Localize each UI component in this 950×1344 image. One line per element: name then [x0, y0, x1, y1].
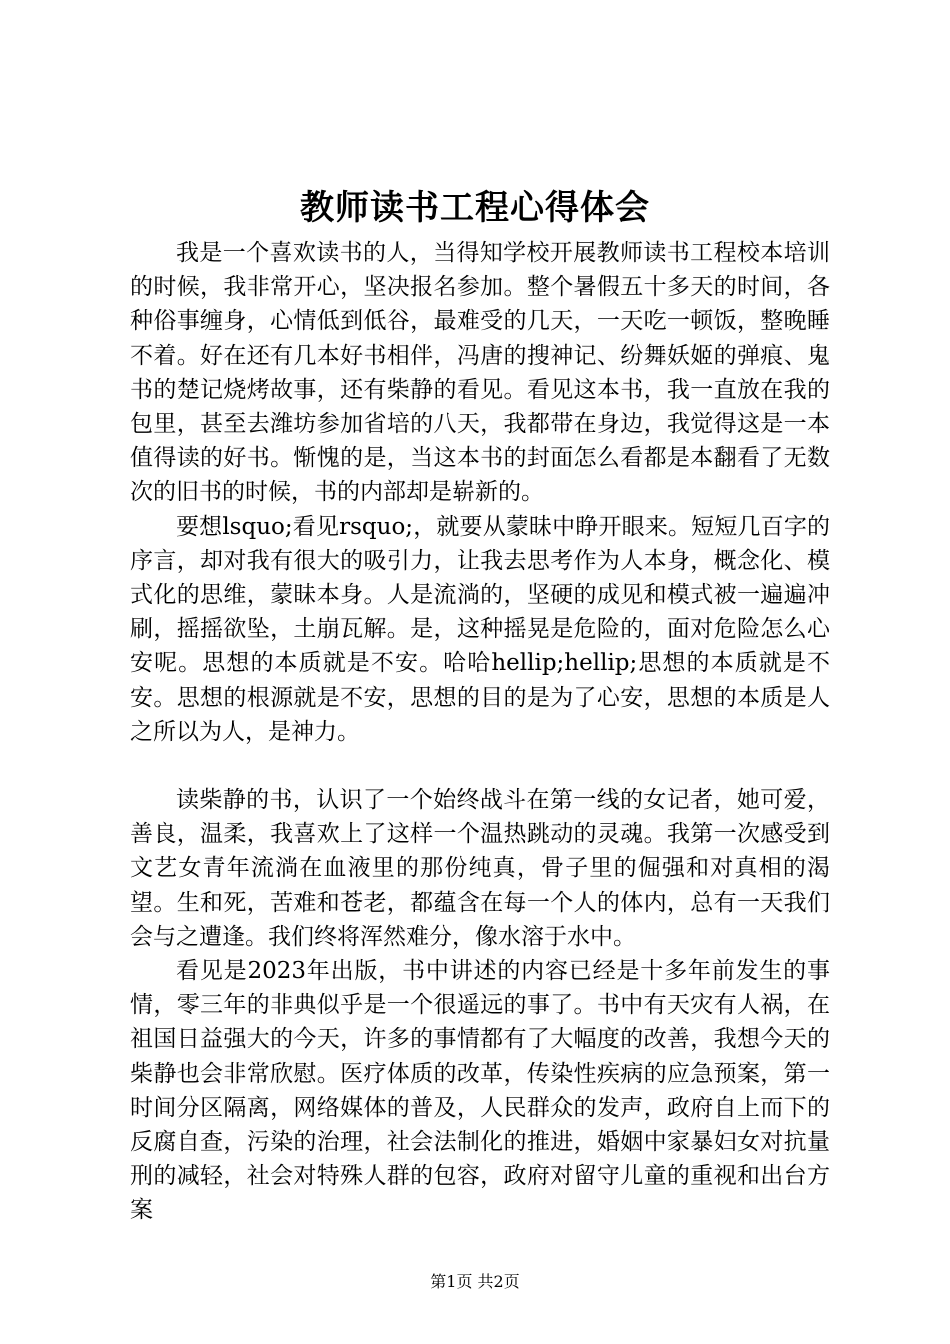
paragraph-4: 看见是2023年出版，书中讲述的内容已经是十多年前发生的事情，零三年的非典似乎是一个很遥远的事了。书中有天灾有人祸，在祖国日益强大的今天，许多的事情都有了大幅度的改善，我想今天的柴静也会非常欣慰。医疗体质的改革，传染性疾病的应急预案，第一时间分区隔离，网络媒体的普及，人民群众的发声，政府自上而下的反腐自查，污染的治理，社会法制化的推进，婚姻中家暴妇女对抗量刑的减轻，社会对特殊人群的包容，政府对留守儿童的重视和出台方案	[130, 958, 830, 1224]
paragraph-3: 读柴静的书，认识了一个始终战斗在第一线的女记者，她可爱，善良，温柔，我喜欢上了这样一个温热跳动的灵魂。我第一次感受到文艺女青年流淌在血液里的那份纯真，骨子里的倔强和对真相的渴望。生和死，苦难和苍老，都蕴含在每一个人的体内，总有一天我们会与之遭逢。我们终将浑然难分，像水溶于水中。	[130, 787, 830, 950]
document-body	[130, 236, 830, 1228]
paragraph-spacer	[130, 749, 830, 783]
page-footer: 第1页 共2页	[430, 1272, 520, 1291]
document-title: 教师读书工程心得体会	[300, 188, 650, 228]
paragraph-2: 要想lsquo;看见rsquo;，就要从蒙昧中睁开眼来。短短几百字的序言，却对我有很大的吸引力，让我去思考作为人本身，概念化、模式化的思维，蒙昧本身。人是流淌的，坚硬的成见和模式被一遍遍冲刷，摇摇欲坠，土崩瓦解。是，这种摇晃是危险的，面对危险怎么心安呢。思想的本质就是不安。哈哈hellip;hellip;思想的本质就是不安。思想的根源就是不安，思想的目的是为了心安，思想的本质是人之所以为人，是神力。	[130, 513, 830, 745]
paragraph-1: 我是一个喜欢读书的人，当得知学校开展教师读书工程校本培训的时候，我非常开心，坚决报名参加。整个暑假五十多天的时间，各种俗事缠身，心情低到低谷，最难受的几天，一天吃一顿饭，整晚睡不着。好在还有几本好书相伴，冯唐的搜神记、纷舞妖姬的弹痕、鬼书的楚记烧烤故事，还有柴静的看见。看见这本书，我一直放在我的包里，甚至去潍坊参加省培的八天，我都带在身边，我觉得这是一本值得读的好书。惭愧的是，当这本书的封面怎么看都是本翻看了无数次的旧书的时候，书的内部却是崭新的。	[130, 240, 830, 506]
